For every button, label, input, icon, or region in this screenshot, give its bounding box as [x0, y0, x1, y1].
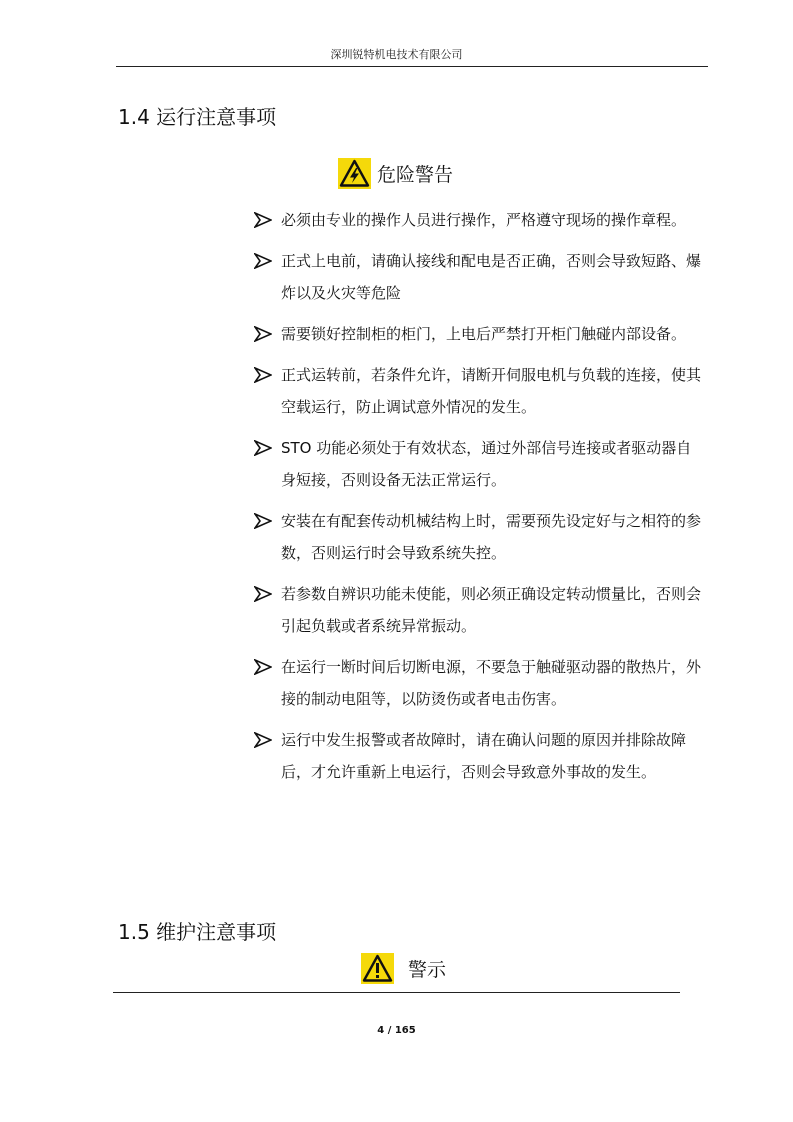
caution-warning-label: 警示	[408, 959, 447, 981]
list-item-text: 运行中发生报警或者故障时，请在确认问题的原因并排除故障后，才允许重新上电运行，否则会导致意外事故的发生。	[281, 731, 687, 781]
list-item-text: 正式运转前，若条件允许，请断开伺服电机与负载的连接，使其空载运行，防止调试意外情况的发生。	[281, 366, 702, 416]
danger-warning-label: 危险警告	[377, 164, 454, 186]
list-item	[254, 432, 704, 496]
list-item	[254, 505, 704, 569]
exclamation-warning-icon	[361, 953, 394, 984]
page-number: 4 / 165	[377, 1025, 416, 1036]
section-1-4-title: 1.4 运行注意事项	[118, 105, 277, 129]
arrow-bullet-icon	[254, 253, 272, 269]
caution-warning-title	[361, 953, 446, 984]
list-item	[254, 578, 704, 642]
list-item-text: 若参数自辨识功能未使能，则必须正确设定转动惯量比，否则会引起负载或者系统异常振动。	[281, 585, 702, 635]
arrow-bullet-icon	[254, 513, 272, 529]
list-item-text: 在运行一断时间后切断电源，不要急于触碰驱动器的散热片，外接的制动电阻等，以防烫伤或者电击伤害。	[281, 658, 702, 708]
danger-warning-title	[338, 158, 453, 189]
list-item	[254, 204, 704, 236]
list-item	[254, 318, 704, 350]
list-item	[254, 245, 704, 309]
list-item-text: 安装在有配套传动机械结构上时，需要预先设定好与之相符的参数，否则运行时会导致系统失控。	[281, 512, 702, 562]
list-item	[254, 359, 704, 423]
footer-divider	[113, 992, 680, 993]
arrow-bullet-icon	[254, 326, 272, 342]
arrow-bullet-icon	[254, 732, 272, 748]
arrow-bullet-icon	[254, 586, 272, 602]
section-1-5-title: 1.5 维护注意事项	[118, 920, 277, 944]
arrow-bullet-icon	[254, 212, 272, 228]
arrow-bullet-icon	[254, 367, 272, 383]
operation-precautions-list	[254, 204, 704, 797]
list-item	[254, 724, 704, 788]
list-item-text: 必须由专业的操作人员进行操作，严格遵守现场的操作章程。	[281, 211, 687, 229]
company-name: 深圳锐特机电技术有限公司	[330, 48, 463, 61]
high-voltage-warning-icon	[338, 158, 371, 189]
list-item-text: STO 功能必须处于有效状态，通过外部信号连接或者驱动器自身短接，否则设备无法正常运行。	[281, 439, 692, 489]
arrow-bullet-icon	[254, 659, 272, 675]
list-item	[254, 651, 704, 715]
header-divider	[116, 66, 708, 67]
list-item-text: 需要锁好控制柜的柜门，上电后严禁打开柜门触碰内部设备。	[281, 325, 687, 343]
list-item-text: 正式上电前，请确认接线和配电是否正确，否则会导致短路、爆炸以及火灾等危险	[281, 252, 702, 302]
arrow-bullet-icon	[254, 440, 272, 456]
